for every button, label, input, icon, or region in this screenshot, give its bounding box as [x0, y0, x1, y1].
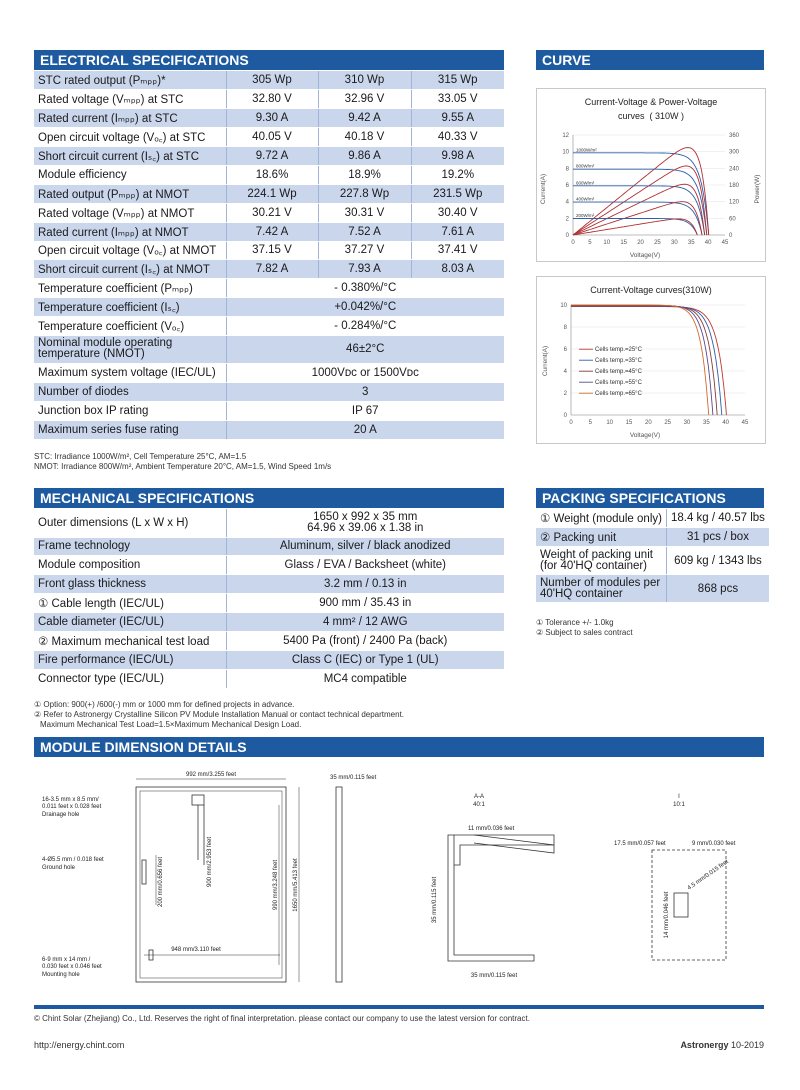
elec-value-315: 33.05 V [411, 90, 504, 109]
mech-label: Cable diameter (IEC/UL) [34, 613, 226, 632]
y2-tick-label: 180 [729, 183, 740, 189]
y-tick-label: 6 [563, 347, 567, 353]
elec-value-310: 18.9% [318, 165, 411, 184]
elec-row [34, 222, 504, 241]
elec-row [34, 279, 504, 298]
elec-label: Open circuit voltage (Vₒ꜀) at STC [34, 128, 226, 147]
y-tick-label: 6 [565, 183, 569, 189]
packing-header [536, 488, 764, 508]
elec-label: Short circuit current (Iₛ꜀) at NMOT [34, 260, 226, 279]
elec-value: 46±2°C [226, 335, 504, 363]
y-tick-label: 0 [563, 413, 567, 419]
elec-value-315: 231.5 Wp [411, 184, 504, 203]
elec-row [34, 401, 504, 420]
elec-row [34, 298, 504, 317]
x-tick-label: 45 [721, 240, 729, 246]
ground-label-2: Ground hole [42, 865, 76, 871]
cable-length-label: 900 mm/2.953 feet [207, 836, 213, 888]
y-tick-label: 0 [565, 233, 569, 239]
elec-row [34, 71, 504, 90]
elec-value-305: 224.1 Wp [226, 184, 318, 203]
elec-label: Maximum system voltage (IEC/UL) [34, 363, 226, 382]
elec-row [34, 382, 504, 401]
elec-value-315: 9.98 A [411, 147, 504, 166]
elec-value: 3 [226, 382, 504, 401]
i-slot [674, 893, 688, 917]
elec-label: Nominal module operating temperature (NMOT) [34, 335, 226, 363]
mech-label: Fire performance (IEC/UL) [34, 650, 226, 669]
mech-row [34, 509, 504, 537]
elec-value-310: 9.42 A [318, 109, 411, 128]
elec-value-310: 30.31 V [318, 203, 411, 222]
x-tick-label: 10 [606, 420, 614, 426]
elec-row [34, 147, 504, 166]
w948-label: 948 mm/3.110 feet [171, 947, 221, 953]
elec-value-305: 32.80 V [226, 90, 318, 109]
elec-value-305: 9.72 A [226, 147, 318, 166]
elec-label: Junction box IP rating [34, 401, 226, 420]
mech-note-2: ② Refer to Astronergy Crystalline Silicon PV Module Installation Manual or contact technical department. [34, 710, 405, 719]
h1650-label: 1650 mm/5.413 feet [293, 858, 299, 912]
side-view [336, 787, 342, 982]
mech-row [34, 594, 504, 613]
elec-value-310: 7.93 A [318, 260, 411, 279]
junction-box [192, 795, 204, 805]
mech-value-metric: 1650 x 992 x 35 mm [313, 510, 418, 523]
mount-label-2: 0.030 feet x 0.046 feet [42, 964, 102, 970]
mech-label: ① Cable length (IEC/UL) [34, 594, 226, 613]
elec-value-315: 9.55 A [411, 109, 504, 128]
y-tick-label: 12 [562, 133, 569, 139]
i-175-label: 17.5 mm/0.057 feet [614, 841, 666, 847]
elec-label: Short circuit current (Iₛ꜀) at STC [34, 147, 226, 166]
irradiance-label: 400W/m² [576, 196, 595, 202]
iv-series-line [573, 186, 705, 235]
aa-11-label: 11 mm/0.036 feet [468, 826, 515, 832]
iv-pv-chart-svg [537, 89, 765, 261]
elec-label: Open circuit voltage (Vₒ꜀) at NMOT [34, 241, 226, 260]
chart2-xlabel: Voltage(V) [629, 432, 661, 439]
pack-label: Weight of packing unit (for 40'HQ container) [536, 547, 666, 575]
legend-label: Cells temp.=55°C [595, 380, 642, 387]
mech-label: Front glass thickness [34, 575, 226, 594]
mech-label: Connector type (IEC/UL) [34, 669, 226, 688]
aa-frame [448, 835, 534, 961]
elec-value: +0.042%/°C [226, 298, 504, 317]
aa-section [448, 835, 554, 961]
iv-temp-chart [536, 276, 766, 444]
x-tick-label: 0 [571, 240, 575, 246]
pack-label: Number of modules per 40'HQ container [536, 575, 666, 603]
legend-label: Cells temp.=45°C [595, 369, 642, 376]
aa-35h-label: 35 mm/0.115 feet [470, 973, 518, 979]
x-tick-label: 15 [620, 240, 628, 246]
x-tick-label: 30 [670, 240, 678, 246]
pack-row [536, 575, 769, 603]
electrical-table [34, 71, 504, 440]
irradiance-label: 800W/m² [576, 163, 595, 169]
irradiance-label: 200W/m² [576, 213, 595, 218]
x-tick-label: 5 [588, 240, 592, 246]
mechanical-table [34, 509, 504, 689]
mech-row [34, 537, 504, 556]
mech-label: Frame technology [34, 537, 226, 556]
iv-series-line [571, 306, 722, 415]
elec-value-315: 19.2% [411, 165, 504, 184]
pack-value: 31 pcs / box [666, 528, 768, 547]
chart1-title-a: Current-Voltage & Power-Voltage [584, 97, 718, 107]
pv-series-line [573, 219, 697, 235]
x-tick-label: 20 [637, 240, 644, 246]
footer-rule [34, 1005, 764, 1009]
elec-value-315: 30.40 V [411, 203, 504, 222]
x-tick-label: 35 [687, 240, 695, 246]
y2-tick-label: 240 [729, 166, 740, 173]
pack-note-2: ② Subject to sales contract [536, 628, 633, 637]
elec-value-310: 227.8 Wp [318, 184, 411, 203]
aa-35v-label: 35 mm/0.115 feet [432, 876, 438, 924]
elec-value-305: 18.6% [226, 165, 318, 184]
y-tick-label: 10 [560, 303, 567, 309]
iv-series-line [573, 219, 697, 236]
mech-value: 900 mm / 35.43 in [226, 594, 504, 613]
pack-value: 868 pcs [666, 575, 768, 603]
elec-label: Maximum series fuse rating [34, 420, 226, 439]
mechanical-notes [34, 700, 514, 730]
mech-value: Class C (IEC) or Type 1 (UL) [226, 650, 504, 669]
side-profile [336, 787, 342, 982]
elec-label: Module efficiency [34, 165, 226, 184]
mech-value: MC4 compatible [226, 669, 504, 688]
elec-value-305: 9.30 A [226, 109, 318, 128]
brand-date: 10-2019 [730, 1040, 764, 1050]
y-tick-label: 2 [565, 216, 569, 223]
elec-row [34, 165, 504, 184]
i-scale: 10:1 [673, 802, 685, 808]
mech-row [34, 556, 504, 575]
chart1-xlabel: Voltage(V) [629, 252, 661, 259]
i-45-label: 4.5 mm/0.015 feet [686, 858, 730, 892]
elec-label: Rated output (Pₘₚₚ) at NMOT [34, 184, 226, 203]
i-slot-hole [674, 893, 688, 917]
elec-value-310: 37.27 V [318, 241, 411, 260]
mech-value-imperial: 64.96 x 39.06 x 1.38 in [307, 521, 424, 534]
elec-row [34, 420, 504, 439]
elec-value-310: 7.52 A [318, 222, 411, 241]
legend-label: Cells temp.=65°C [595, 391, 642, 398]
y2-tick-label: 120 [729, 199, 740, 206]
pack-row [536, 509, 769, 528]
elec-value-305: 7.82 A [226, 260, 318, 279]
iv-temp-chart-svg [537, 277, 765, 443]
nmot-note: NMOT: Irradiance 800W/m², Ambient Temperature 20°C, AM=1.5, Wind Speed 1m/s [34, 462, 332, 471]
mech-value: Aluminum, silver / black anodized [226, 537, 504, 556]
x-tick-label: 30 [683, 420, 691, 426]
x-tick-label: 10 [603, 240, 611, 246]
elec-label: Rated current (Iₘₚₚ) at STC [34, 109, 226, 128]
elec-value-310: 40.18 V [318, 128, 411, 147]
mechanical-header [34, 488, 504, 508]
elec-value-310: 310 Wp [318, 71, 411, 90]
y-tick-label: 4 [563, 369, 567, 375]
mech-row [34, 669, 504, 688]
mech-label: Module composition [34, 556, 226, 575]
depth-label: 35 mm/0.115 feet [330, 775, 377, 781]
y2-tick-label: 0 [729, 233, 733, 239]
dimension-drawing [34, 765, 764, 1000]
footer-url[interactable]: http://energy.chint.com [34, 1040, 125, 1050]
legend-label: Cells temp.=25°C [595, 347, 642, 354]
h990-label: 990 mm/3.248 feet [273, 859, 279, 911]
elec-value-305: 40.05 V [226, 128, 318, 147]
width-label: 992 mm/3.255 feet [185, 772, 237, 778]
mech-row [34, 575, 504, 594]
elec-value: 20 A [226, 420, 504, 439]
mech-label: Outer dimensions (L x W x H) [34, 509, 226, 537]
electrical-notes [34, 452, 504, 472]
legend-label: Cells temp.=35°C [595, 358, 642, 365]
irradiance-label: 600W/m² [576, 180, 595, 186]
y-tick-label: 10 [562, 149, 569, 156]
electrical-header [34, 50, 504, 70]
dimension-header [34, 737, 764, 757]
h200-label: 200 mm/0.656 feet [158, 856, 164, 908]
y-tick-label: 2 [563, 391, 567, 397]
x-tick-label: 35 [702, 420, 710, 426]
elec-row [34, 90, 504, 109]
i-14-label: 14 mm/0.046 feet [664, 891, 670, 939]
ground-label: 4-Ø5.5 mm / 0.018 feet [42, 857, 104, 863]
i-label: I [678, 794, 680, 800]
drain-label-3: Drainage hole [42, 812, 80, 818]
elec-value-315: 8.03 A [411, 260, 504, 279]
y-tick-label: 8 [563, 325, 567, 331]
mechanical-title: MECHANICAL SPECIFICATIONS [40, 490, 255, 506]
mount-label-3: Mounting hole [42, 972, 80, 978]
x-tick-label: 45 [741, 420, 749, 426]
aa-lip [454, 835, 554, 865]
pack-row [536, 547, 769, 575]
elec-row [34, 363, 504, 382]
x-tick-label: 15 [625, 420, 633, 426]
elec-value-310: 9.86 A [318, 147, 411, 166]
drain-label-2: 0.011 feet x 0.028 feet [42, 804, 102, 810]
elec-label: Temperature coefficient (Pₘₚₚ) [34, 279, 226, 298]
pack-label: ① Weight (module only) [536, 509, 666, 528]
mech-label: ② Maximum mechanical test load [34, 631, 226, 650]
y2-tick-label: 60 [729, 216, 736, 223]
chart1-ylabel: Current(A) [540, 173, 547, 205]
ground-hole-left [142, 860, 146, 884]
elec-value-310: 32.96 V [318, 90, 411, 109]
chart1-y2label: Power(W) [754, 174, 761, 204]
elec-row [34, 260, 504, 279]
elec-row [34, 184, 504, 203]
mech-value [226, 509, 504, 537]
mech-value: Glass / EVA / Backsheet (white) [226, 556, 504, 575]
x-tick-label: 25 [654, 240, 661, 246]
mech-value: 4 mm² / 12 AWG [226, 613, 504, 632]
elec-value-305: 37.15 V [226, 241, 318, 260]
elec-label: STC rated output (Pₘₚₚ)* [34, 71, 226, 90]
irradiance-label: 1000W/m² [576, 147, 597, 153]
elec-label: Temperature coefficient (Vₒ꜀) [34, 317, 226, 336]
mech-note-3: Maximum Mechanical Test Load=1.5×Maximum Mechanical Design Load. [40, 720, 302, 729]
y2-tick-label: 360 [729, 133, 740, 139]
pack-note-1: ① Tolerance +/- 1.0kg [536, 618, 614, 627]
elec-value-315: 37.41 V [411, 241, 504, 260]
curve-title: CURVE [542, 52, 591, 68]
y-tick-label: 8 [565, 166, 569, 173]
curve-header [536, 50, 764, 70]
elec-label: Rated voltage (Vₘₚₚ) at STC [34, 90, 226, 109]
elec-row [34, 128, 504, 147]
aa-glass [474, 835, 554, 853]
elec-row [34, 241, 504, 260]
footer-brand [680, 1040, 764, 1050]
elec-value-305: 7.42 A [226, 222, 318, 241]
elec-label: Rated voltage (Vₘₚₚ) at NMOT [34, 203, 226, 222]
elec-value-315: 7.61 A [411, 222, 504, 241]
brand-name: Astronergy [680, 1040, 729, 1050]
elec-row [34, 109, 504, 128]
elec-row [34, 317, 504, 336]
packing-title: PACKING SPECIFICATIONS [542, 490, 726, 506]
x-tick-label: 5 [588, 420, 593, 426]
pack-label: ② Packing unit [536, 528, 666, 547]
elec-value: - 0.380%/°C [226, 279, 504, 298]
elec-value: IP 67 [226, 401, 504, 420]
chart1-title-b: curves ( 310W ) [617, 111, 685, 121]
iv-pv-chart [536, 88, 766, 262]
copyright: © Chint Solar (Zhejiang) Co., Ltd. Reserves the right of final interpretation. please contact our company to use the latest version for contract. [34, 1014, 530, 1023]
x-tick-label: 0 [569, 420, 573, 426]
elec-value: - 0.284%/°C [226, 317, 504, 336]
elec-value-315: 40.33 V [411, 128, 504, 147]
elec-value-305: 305 Wp [226, 71, 318, 90]
y2-tick-label: 300 [729, 149, 740, 156]
packing-notes [536, 618, 764, 638]
drain-label: 16-3.5 mm x 8.5 mm/ [42, 797, 99, 803]
packing-table [536, 509, 769, 603]
mech-row [34, 650, 504, 669]
stc-note: STC: Irradiance 1000W/m², Cell Temperature 25°C, AM=1.5 [34, 452, 247, 461]
elec-label: Rated current (Iₘₚₚ) at NMOT [34, 222, 226, 241]
elec-label: Number of diodes [34, 382, 226, 401]
aa-label: A-A [473, 794, 485, 800]
elec-value: 1000Vᴅᴄ or 1500Vᴅᴄ [226, 363, 504, 382]
aa-scale: 40:1 [473, 802, 485, 808]
y-tick-label: 4 [565, 199, 569, 206]
mount-label: 6-9 mm x 14 mm / [42, 957, 91, 963]
x-tick-label: 20 [644, 420, 652, 426]
mech-note-1: ① Option: 900(+) /600(-) mm or 1000 mm for defined projects in advance. [34, 700, 295, 709]
elec-value-315: 315 Wp [411, 71, 504, 90]
pack-value: 609 kg / 1343 lbs [666, 547, 768, 575]
mech-value: 3.2 mm / 0.13 in [226, 575, 504, 594]
mech-row [34, 613, 504, 632]
chart2-title: Current-Voltage curves(310W) [590, 285, 712, 295]
pack-row [536, 528, 769, 547]
elec-label: Temperature coefficient (Iₛ꜀) [34, 298, 226, 317]
dimension-title: MODULE DIMENSION DETAILS [40, 739, 247, 755]
x-tick-label: 40 [704, 240, 712, 246]
chart2-ylabel: Current(A) [542, 345, 549, 377]
elec-row [34, 335, 504, 363]
mech-row [34, 631, 504, 650]
electrical-title: ELECTRICAL SPECIFICATIONS [40, 52, 249, 68]
x-tick-label: 40 [722, 420, 730, 426]
elec-row [34, 203, 504, 222]
x-tick-label: 25 [664, 420, 672, 426]
mech-value: 5400 Pa (front) / 2400 Pa (back) [226, 631, 504, 650]
i-9-label: 9 mm/0.030 feet [692, 841, 736, 847]
elec-value-305: 30.21 V [226, 203, 318, 222]
pack-value: 18.4 kg / 40.57 lbs [666, 509, 768, 528]
